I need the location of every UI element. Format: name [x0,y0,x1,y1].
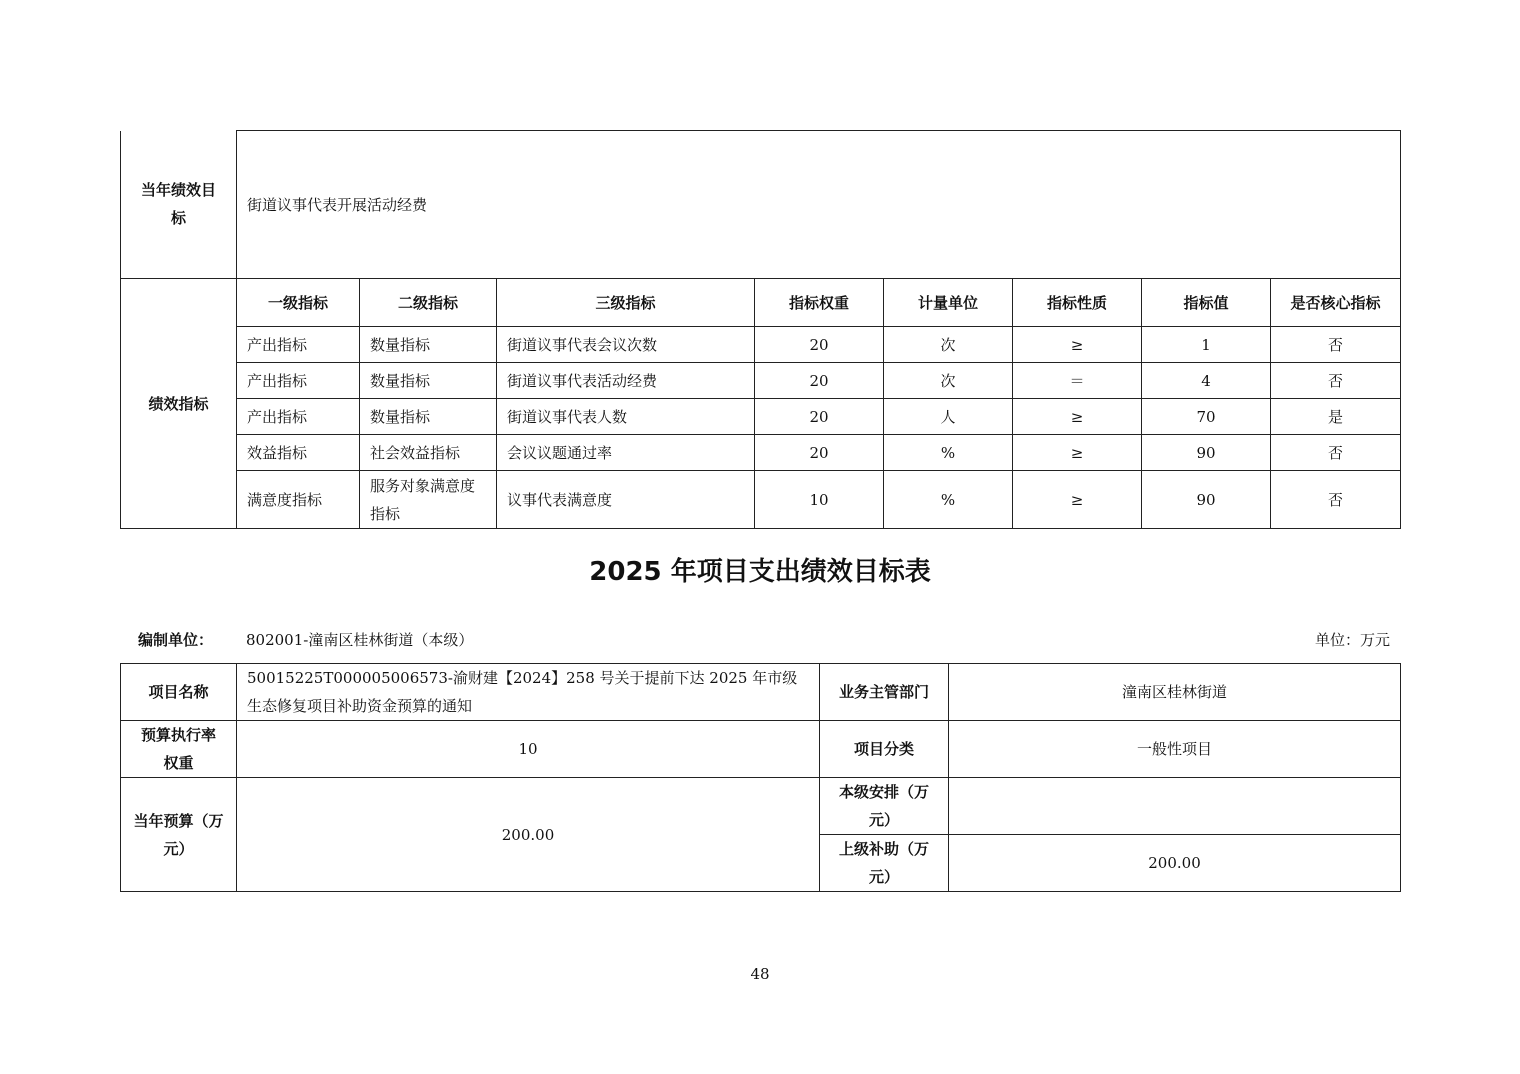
budget-label: 当年预算（万元） [121,778,237,892]
goal-text: 街道议事代表开展活动经费 [237,131,1401,279]
header-unit: 计量单位 [884,279,1013,327]
header-level2: 二级指标 [360,279,497,327]
cell-level2: 社会效益指标 [360,435,497,471]
cell-level3: 街道议事代表活动经费 [497,363,755,399]
project-name-row [121,664,1401,721]
upper-label: 上级补助（万元） [820,835,949,892]
cell-core: 否 [1271,327,1401,363]
cell-level2: 数量指标 [360,399,497,435]
cell-core: 是 [1271,399,1401,435]
cell-weight: 10 [755,471,884,529]
category-value: 一般性项目 [949,721,1401,778]
project-name-value: 50015225T000005006573-渝财建【2024】258 号关于提前下达 2025 年市级生态修复项目补助资金预算的通知 [237,664,820,721]
rate-value: 10 [237,721,820,778]
cell-value: 70 [1142,399,1271,435]
cell-nature: ≥ [1013,327,1142,363]
cell-value: 90 [1142,471,1271,529]
upper-value: 200.00 [949,835,1401,892]
goal-row [121,131,1401,279]
performance-table [120,130,1401,529]
cell-level3: 街道议事代表会议次数 [497,327,755,363]
cell-unit: 人 [884,399,1013,435]
header-weight: 指标权重 [755,279,884,327]
indicator-header-row [121,279,1401,327]
cell-unit: % [884,435,1013,471]
header-core: 是否核心指标 [1271,279,1401,327]
budget-row [121,778,1401,835]
dept-value: 潼南区桂林街道 [949,664,1401,721]
cell-nature: ≥ [1013,399,1142,435]
table-row [121,363,1401,399]
cell-level1: 效益指标 [237,435,360,471]
local-label: 本级安排（万元） [820,778,949,835]
goal-label: 当年绩效目标 [121,131,237,279]
cell-level1: 产出指标 [237,399,360,435]
cell-level2: 服务对象满意度指标 [360,471,497,529]
cell-weight: 20 [755,363,884,399]
section-title: 2025 年项目支出绩效目标表 [589,557,931,587]
budget-value: 200.00 [237,778,820,892]
cell-weight: 20 [755,435,884,471]
local-value [949,778,1401,835]
cell-level1: 产出指标 [237,363,360,399]
table-row [121,327,1401,363]
cell-level1: 满意度指标 [237,471,360,529]
cell-core: 否 [1271,471,1401,529]
header-value: 指标值 [1142,279,1271,327]
cell-unit: % [884,471,1013,529]
cell-core: 否 [1271,363,1401,399]
cell-weight: 20 [755,327,884,363]
cell-nature: ≥ [1013,471,1142,529]
cell-level3: 会议议题通过率 [497,435,755,471]
compiler-label: 编制单位： [138,631,214,649]
header-level3: 三级指标 [497,279,755,327]
dept-label: 业务主管部门 [820,664,949,721]
cell-nature: ＝ [1013,363,1142,399]
cell-unit: 次 [884,327,1013,363]
cell-level1: 产出指标 [237,327,360,363]
cell-core: 否 [1271,435,1401,471]
cell-level2: 数量指标 [360,363,497,399]
table-row [121,399,1401,435]
cell-value: 90 [1142,435,1271,471]
project-name-label: 项目名称 [121,664,237,721]
category-label: 项目分类 [820,721,949,778]
project-table [120,663,1401,892]
cell-unit: 次 [884,363,1013,399]
rate-row [121,721,1401,778]
cell-level2: 数量指标 [360,327,497,363]
cell-value: 1 [1142,327,1271,363]
page-number: 48 [750,965,770,983]
compiler-value: 802001-潼南区桂林街道（本级） [246,631,474,649]
cell-value: 4 [1142,363,1271,399]
cell-level3: 议事代表满意度 [497,471,755,529]
indicators-label: 绩效指标 [121,279,237,529]
table-row [121,471,1401,529]
header-nature: 指标性质 [1013,279,1142,327]
cell-nature: ≥ [1013,435,1142,471]
header-level1: 一级指标 [237,279,360,327]
cell-level3: 街道议事代表人数 [497,399,755,435]
unit-label: 单位：万元 [1314,631,1390,649]
cell-weight: 20 [755,399,884,435]
table-row [121,435,1401,471]
rate-label: 预算执行率权重 [121,721,237,778]
